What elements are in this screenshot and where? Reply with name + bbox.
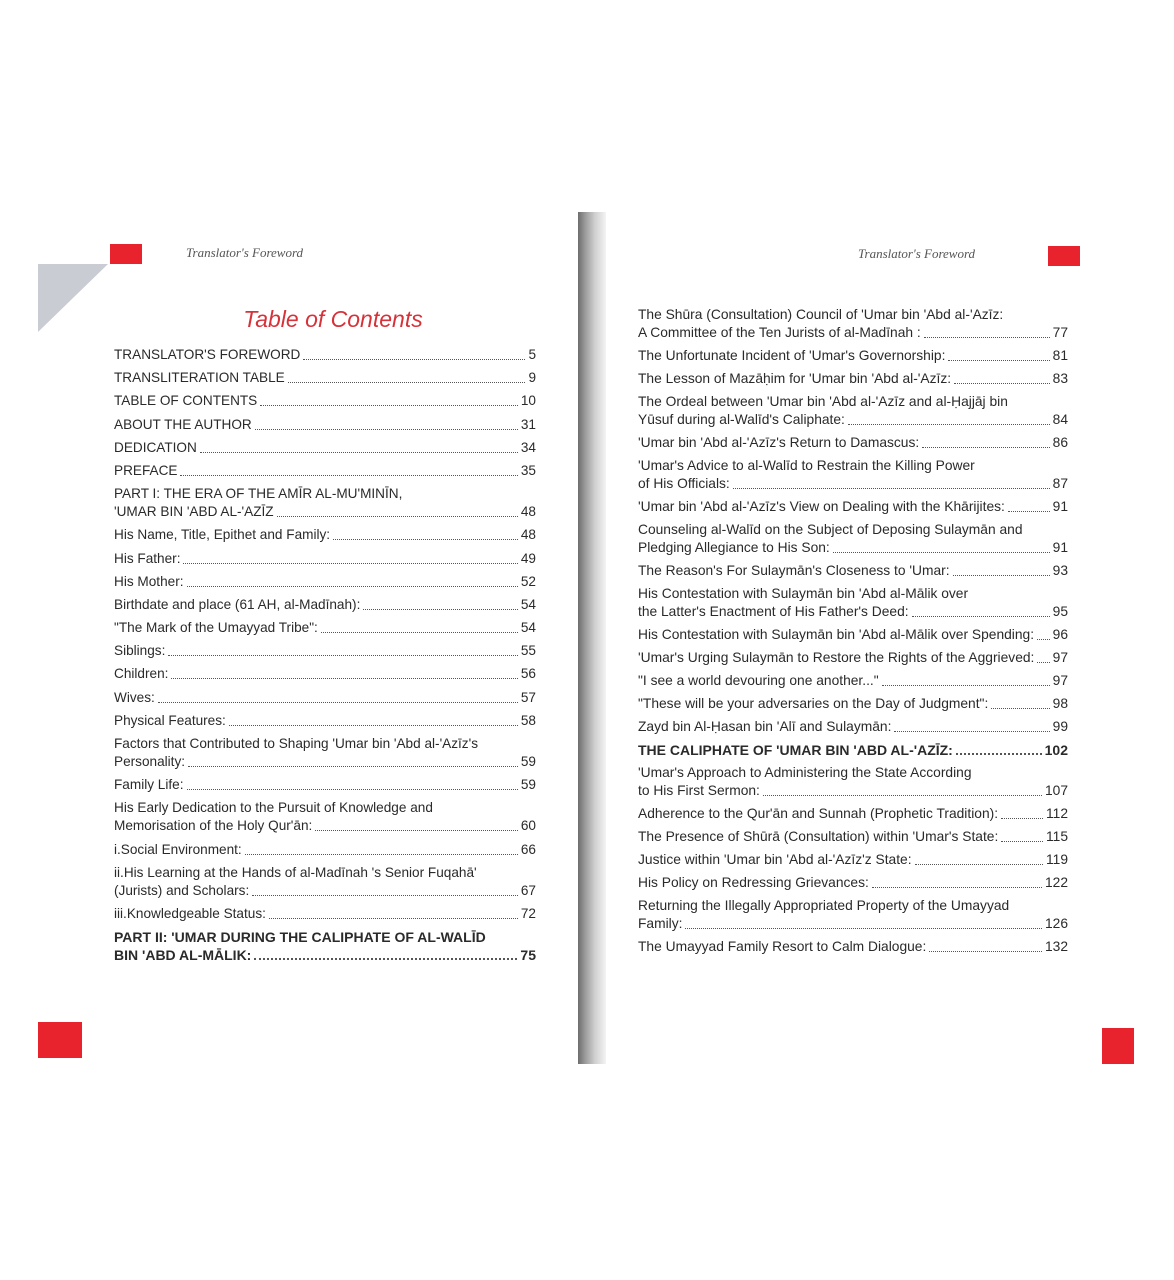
- toc-page-number: 59: [520, 754, 536, 769]
- toc-entry[interactable]: [638, 938, 1068, 956]
- dot-leader: [321, 632, 518, 633]
- page-corner-fold: [38, 264, 108, 332]
- toc-page-number: 99: [1052, 719, 1068, 734]
- toc-entry-text: Adherence to the Qur'ān and Sunnah (Prophetic Tradition):: [638, 806, 999, 821]
- toc-entry-text: THE CALIPHATE OF 'UMAR BIN 'ABD AL-'AZĪZ:: [638, 742, 953, 758]
- left-header-marker: [110, 244, 142, 264]
- toc-page-number: 102: [1044, 742, 1068, 758]
- toc-entry[interactable]: [638, 828, 1068, 846]
- toc-list-left: [114, 346, 536, 969]
- toc-entry[interactable]: [114, 665, 536, 683]
- toc-page-number: 67: [520, 882, 536, 898]
- toc-entry-first-line: The Shūra (Consultation) Council of 'Umar bin 'Abd al-'Azīz:: [638, 307, 1004, 322]
- toc-page-number: 55: [520, 643, 536, 659]
- toc-entry[interactable]: [638, 718, 1068, 736]
- toc-entry-text: His Mother:: [114, 573, 184, 589]
- toc-entry-text: The Presence of Shūrā (Consultation) within 'Umar's State:: [638, 829, 999, 844]
- dot-leader: [260, 405, 518, 406]
- toc-page-number: 35: [520, 462, 536, 478]
- toc-page-number: 91: [1052, 540, 1068, 555]
- toc-entry-first-line: PART II: 'UMAR DURING THE CALIPHATE OF AL-WALĪD: [114, 929, 486, 946]
- toc-entry-text: PREFACE: [114, 462, 178, 478]
- toc-entry-text: Pledging Allegiance to His Son:: [638, 540, 830, 555]
- toc-entry-text: Wives:: [114, 689, 155, 705]
- toc-entry-text: Memorisation of the Holy Qur'ān:: [114, 818, 313, 834]
- toc-page-number: 81: [1052, 348, 1068, 363]
- dot-leader: [1037, 639, 1050, 640]
- dot-leader: [168, 655, 517, 656]
- dot-leader: [229, 725, 518, 726]
- dot-leader: [953, 575, 1050, 576]
- toc-entry[interactable]: [114, 776, 536, 794]
- toc-page-number: 52: [520, 573, 536, 589]
- toc-entry[interactable]: [638, 741, 1068, 759]
- dot-leader: [187, 789, 518, 790]
- toc-entry[interactable]: [638, 897, 1068, 933]
- toc-entry-text: "The Mark of the Umayyad Tribe":: [114, 620, 318, 636]
- dot-leader: [252, 895, 518, 896]
- toc-page-number: 107: [1044, 783, 1068, 798]
- toc-entry-text: The Reason's For Sulaymān's Closeness to 'Umar:: [638, 563, 950, 578]
- toc-entry-first-line: Returning the Illegally Appropriated Property of the Umayyad: [638, 898, 1010, 913]
- toc-entry-text: His Policy on Redressing Grievances:: [638, 875, 869, 890]
- toc-page-number: 60: [520, 818, 536, 834]
- toc-page-number: 132: [1044, 939, 1068, 954]
- dot-leader: [277, 516, 518, 517]
- toc-entry-text: Family:: [638, 916, 683, 931]
- toc-page-number: 48: [520, 504, 536, 520]
- toc-entry[interactable]: [114, 928, 536, 964]
- toc-entry-first-line: The Ordeal between 'Umar bin 'Abd al-'Azīz and al-Ḥajjāj bin: [638, 394, 1008, 409]
- dot-leader: [254, 958, 517, 960]
- toc-entry[interactable]: [114, 864, 536, 900]
- dot-leader: [915, 864, 1043, 865]
- dot-leader: [158, 702, 518, 703]
- toc-page-number: 54: [520, 620, 536, 636]
- dot-leader: [954, 383, 1050, 384]
- toc-entry[interactable]: [638, 457, 1068, 493]
- toc-entry-text: TRANSLITERATION TABLE: [114, 370, 285, 386]
- toc-page-number: 77: [1052, 325, 1068, 340]
- toc-page-number: 72: [520, 905, 536, 921]
- dot-leader: [948, 360, 1049, 361]
- toc-entry-text: 'Umar's Urging Sulaymān to Restore the Rights of the Aggrieved:: [638, 650, 1035, 665]
- dot-leader: [200, 452, 518, 453]
- toc-entry-text: Justice within 'Umar bin 'Abd al-'Azīz'z State:: [638, 852, 912, 867]
- dot-leader: [763, 795, 1042, 796]
- toc-entry[interactable]: [114, 416, 536, 434]
- toc-entry[interactable]: [638, 649, 1068, 667]
- dot-leader: [894, 731, 1049, 732]
- toc-entry-text: "These will be your adversaries on the Day of Judgment":: [638, 696, 989, 711]
- dot-leader: [180, 475, 517, 476]
- toc-page-number: 119: [1046, 852, 1068, 867]
- toc-entry-first-line: 'Umar's Approach to Administering the State According: [638, 765, 972, 780]
- toc-entry-first-line: His Early Dedication to the Pursuit of Knowledge and: [114, 800, 433, 816]
- toc-entry[interactable]: [114, 439, 536, 457]
- toc-entry[interactable]: [114, 392, 536, 410]
- toc-entry-text: "I see a world devouring one another...": [638, 673, 879, 688]
- toc-entry-text: to His First Sermon:: [638, 783, 760, 798]
- dot-leader: [187, 586, 518, 587]
- dot-leader: [685, 928, 1042, 929]
- dot-leader: [929, 951, 1042, 952]
- dot-leader: [1001, 841, 1043, 842]
- toc-page-number: 126: [1044, 916, 1068, 931]
- dot-leader: [255, 429, 518, 430]
- toc-page-number: 31: [520, 416, 536, 432]
- toc-list-right: [638, 306, 1068, 961]
- toc-entry-text: Zayd bin Al-Ḥasan bin 'Alī and Sulaymān:: [638, 719, 892, 734]
- dot-leader: [188, 766, 518, 767]
- toc-entry-text: DEDICATION: [114, 439, 197, 455]
- toc-entry-first-line: ii.His Learning at the Hands of al-Madīnah 's Senior Fuqahā': [114, 864, 477, 880]
- toc-entry-text: His Contestation with Sulaymān bin 'Abd al-Mālik over Spending:: [638, 627, 1035, 642]
- toc-page-number: 49: [520, 550, 536, 566]
- toc-entry[interactable]: [114, 642, 536, 660]
- toc-page-number: 56: [520, 666, 536, 682]
- toc-page-number: 9: [528, 370, 536, 386]
- toc-entry-first-line: His Contestation with Sulaymān bin 'Abd al-Mālik over: [638, 586, 969, 601]
- toc-entry-text: iii.Knowledgeable Status:: [114, 905, 266, 921]
- toc-entry-text: (Jurists) and Scholars:: [114, 882, 250, 898]
- dot-leader: [183, 563, 517, 564]
- toc-entry-text: i.Social Environment:: [114, 841, 242, 857]
- toc-page-number: 59: [520, 777, 536, 793]
- dot-leader: [269, 918, 518, 919]
- toc-entry-text: 'Umar bin 'Abd al-'Azīz's Return to Damascus:: [638, 435, 920, 450]
- dot-leader: [733, 488, 1050, 489]
- toc-page-number: 66: [520, 841, 536, 857]
- dot-leader: [363, 609, 518, 610]
- toc-page-number: 97: [1052, 650, 1068, 665]
- toc-entry[interactable]: [638, 585, 1068, 621]
- dot-leader: [872, 887, 1042, 888]
- toc-entry-first-line: Counseling al-Walīd on the Subject of Deposing Sulaymān and: [638, 522, 1023, 537]
- toc-entry[interactable]: [638, 672, 1068, 690]
- toc-entry[interactable]: [114, 799, 536, 835]
- right-header-marker: [1048, 246, 1080, 266]
- toc-entry-text: BIN 'ABD AL-MĀLIK:: [114, 947, 252, 964]
- toc-page-number: 93: [1052, 563, 1068, 578]
- toc-entry[interactable]: [114, 596, 536, 614]
- right-page-number-block: [1102, 1028, 1134, 1064]
- toc-page-number: 122: [1044, 875, 1068, 890]
- dot-leader: [288, 382, 526, 383]
- toc-page-number: 54: [520, 596, 536, 612]
- dot-leader: [1037, 662, 1049, 663]
- book-spine: [578, 212, 606, 1064]
- toc-entry-text: The Unfortunate Incident of 'Umar's Governorship:: [638, 348, 946, 363]
- toc-entry[interactable]: [638, 370, 1068, 388]
- toc-entry-text: Siblings:: [114, 643, 166, 659]
- toc-page-number: 5: [528, 347, 536, 362]
- toc-page-number: 115: [1046, 829, 1068, 844]
- toc-entry-text: the Latter's Enactment of His Father's Deed:: [638, 604, 909, 619]
- dot-leader: [991, 708, 1049, 709]
- toc-entry-text: Personality:: [114, 754, 186, 769]
- dot-leader: [956, 753, 1042, 755]
- toc-entry[interactable]: [638, 306, 1068, 342]
- toc-entry-text: Family Life:: [114, 777, 184, 793]
- dot-leader: [912, 616, 1050, 617]
- toc-entry[interactable]: [638, 521, 1068, 557]
- toc-entry[interactable]: [114, 905, 536, 923]
- toc-title: Table of Contents: [243, 306, 423, 332]
- toc-entry-text: TABLE OF CONTENTS: [114, 393, 258, 409]
- dot-leader: [924, 337, 1050, 338]
- toc-entry[interactable]: [638, 393, 1068, 429]
- toc-page-number: 91: [1052, 499, 1068, 514]
- toc-page-number: 10: [520, 393, 536, 409]
- toc-page-number: 84: [1052, 412, 1068, 427]
- toc-entry[interactable]: [638, 498, 1068, 516]
- dot-leader: [882, 685, 1050, 686]
- toc-entry[interactable]: [114, 550, 536, 568]
- dot-leader: [922, 447, 1049, 448]
- toc-page-number: 96: [1052, 627, 1068, 642]
- dot-leader: [1001, 818, 1043, 819]
- left-running-head: Translator's Foreword: [186, 245, 304, 260]
- toc-entry-text: Children:: [114, 666, 169, 682]
- toc-page-number: 34: [520, 439, 536, 455]
- toc-entry-text: The Lesson of Mazāḥim for 'Umar bin 'Abd al-'Azīz:: [638, 371, 952, 386]
- toc-page-number: 58: [520, 712, 536, 728]
- toc-entry-text: Yūsuf during al-Walīd's Caliphate:: [638, 412, 845, 427]
- toc-entry-text: 'Umar bin 'Abd al-'Azīz's View on Dealing with the Khārijites:: [638, 499, 1005, 514]
- toc-entry[interactable]: [638, 434, 1068, 452]
- toc-entry[interactable]: [114, 485, 536, 521]
- toc-entry[interactable]: [114, 526, 536, 544]
- toc-page-number: 86: [1052, 435, 1068, 450]
- toc-entry-text: His Name, Title, Epithet and Family:: [114, 527, 331, 543]
- toc-entry[interactable]: [638, 805, 1068, 823]
- dot-leader: [848, 424, 1050, 425]
- dot-leader: [303, 359, 525, 360]
- toc-page-number: 95: [1052, 604, 1068, 619]
- toc-entry[interactable]: [638, 626, 1068, 644]
- toc-page-number: 75: [520, 947, 536, 964]
- toc-page-number: 57: [520, 689, 536, 705]
- toc-page-number: 97: [1052, 673, 1068, 688]
- toc-entry[interactable]: [114, 462, 536, 480]
- toc-entry[interactable]: [114, 369, 536, 387]
- toc-entry-text: Birthdate and place (61 AH, al-Madīnah):: [114, 596, 361, 612]
- toc-page-number: 87: [1052, 476, 1068, 491]
- toc-entry[interactable]: [114, 735, 536, 771]
- toc-entry-text: A Committee of the Ten Jurists of al-Madīnah :: [638, 325, 921, 340]
- toc-page-number: 98: [1052, 696, 1068, 711]
- toc-entry[interactable]: [638, 874, 1068, 892]
- toc-entry[interactable]: [114, 619, 536, 637]
- toc-entry[interactable]: [114, 712, 536, 730]
- dot-leader: [333, 539, 518, 540]
- toc-entry[interactable]: [114, 689, 536, 707]
- toc-entry-text: ABOUT THE AUTHOR: [114, 416, 252, 432]
- dot-leader: [1008, 511, 1050, 512]
- dot-leader: [245, 854, 518, 855]
- toc-entry[interactable]: [638, 562, 1068, 580]
- toc-entry-text: of His Officials:: [638, 476, 730, 491]
- dot-leader: [171, 678, 517, 679]
- toc-entry-first-line: PART I: THE ERA OF THE AMĪR AL-MU'MINĪN,: [114, 486, 403, 502]
- toc-entry-first-line: 'Umar's Advice to al-Walīd to Restrain the Killing Power: [638, 458, 975, 473]
- toc-entry[interactable]: [638, 851, 1068, 869]
- toc-entry[interactable]: [114, 346, 536, 364]
- toc-page-number: 112: [1046, 806, 1068, 821]
- toc-page-number: 48: [520, 527, 536, 543]
- toc-entry-text: Physical Features:: [114, 712, 226, 728]
- right-running-head: Translator's Foreword: [858, 246, 976, 261]
- toc-page-number: 83: [1052, 371, 1068, 386]
- toc-entry-text: His Father:: [114, 550, 181, 566]
- toc-entry[interactable]: [638, 695, 1068, 713]
- left-page-number-block: [38, 1022, 82, 1058]
- toc-entry[interactable]: [114, 573, 536, 591]
- toc-entry-text: TRANSLATOR'S FOREWORD: [114, 347, 301, 362]
- toc-entry[interactable]: [638, 764, 1068, 800]
- toc-entry-first-line: Factors that Contributed to Shaping 'Umar bin 'Abd al-'Azīz's: [114, 736, 478, 751]
- dot-leader: [833, 552, 1050, 553]
- toc-entry[interactable]: [114, 841, 536, 859]
- toc-entry-text: The Umayyad Family Resort to Calm Dialogue:: [638, 939, 927, 954]
- toc-entry[interactable]: [638, 347, 1068, 365]
- dot-leader: [315, 830, 518, 831]
- toc-entry-text: 'UMAR BIN 'ABD AL-'AZĪZ: [114, 504, 274, 520]
